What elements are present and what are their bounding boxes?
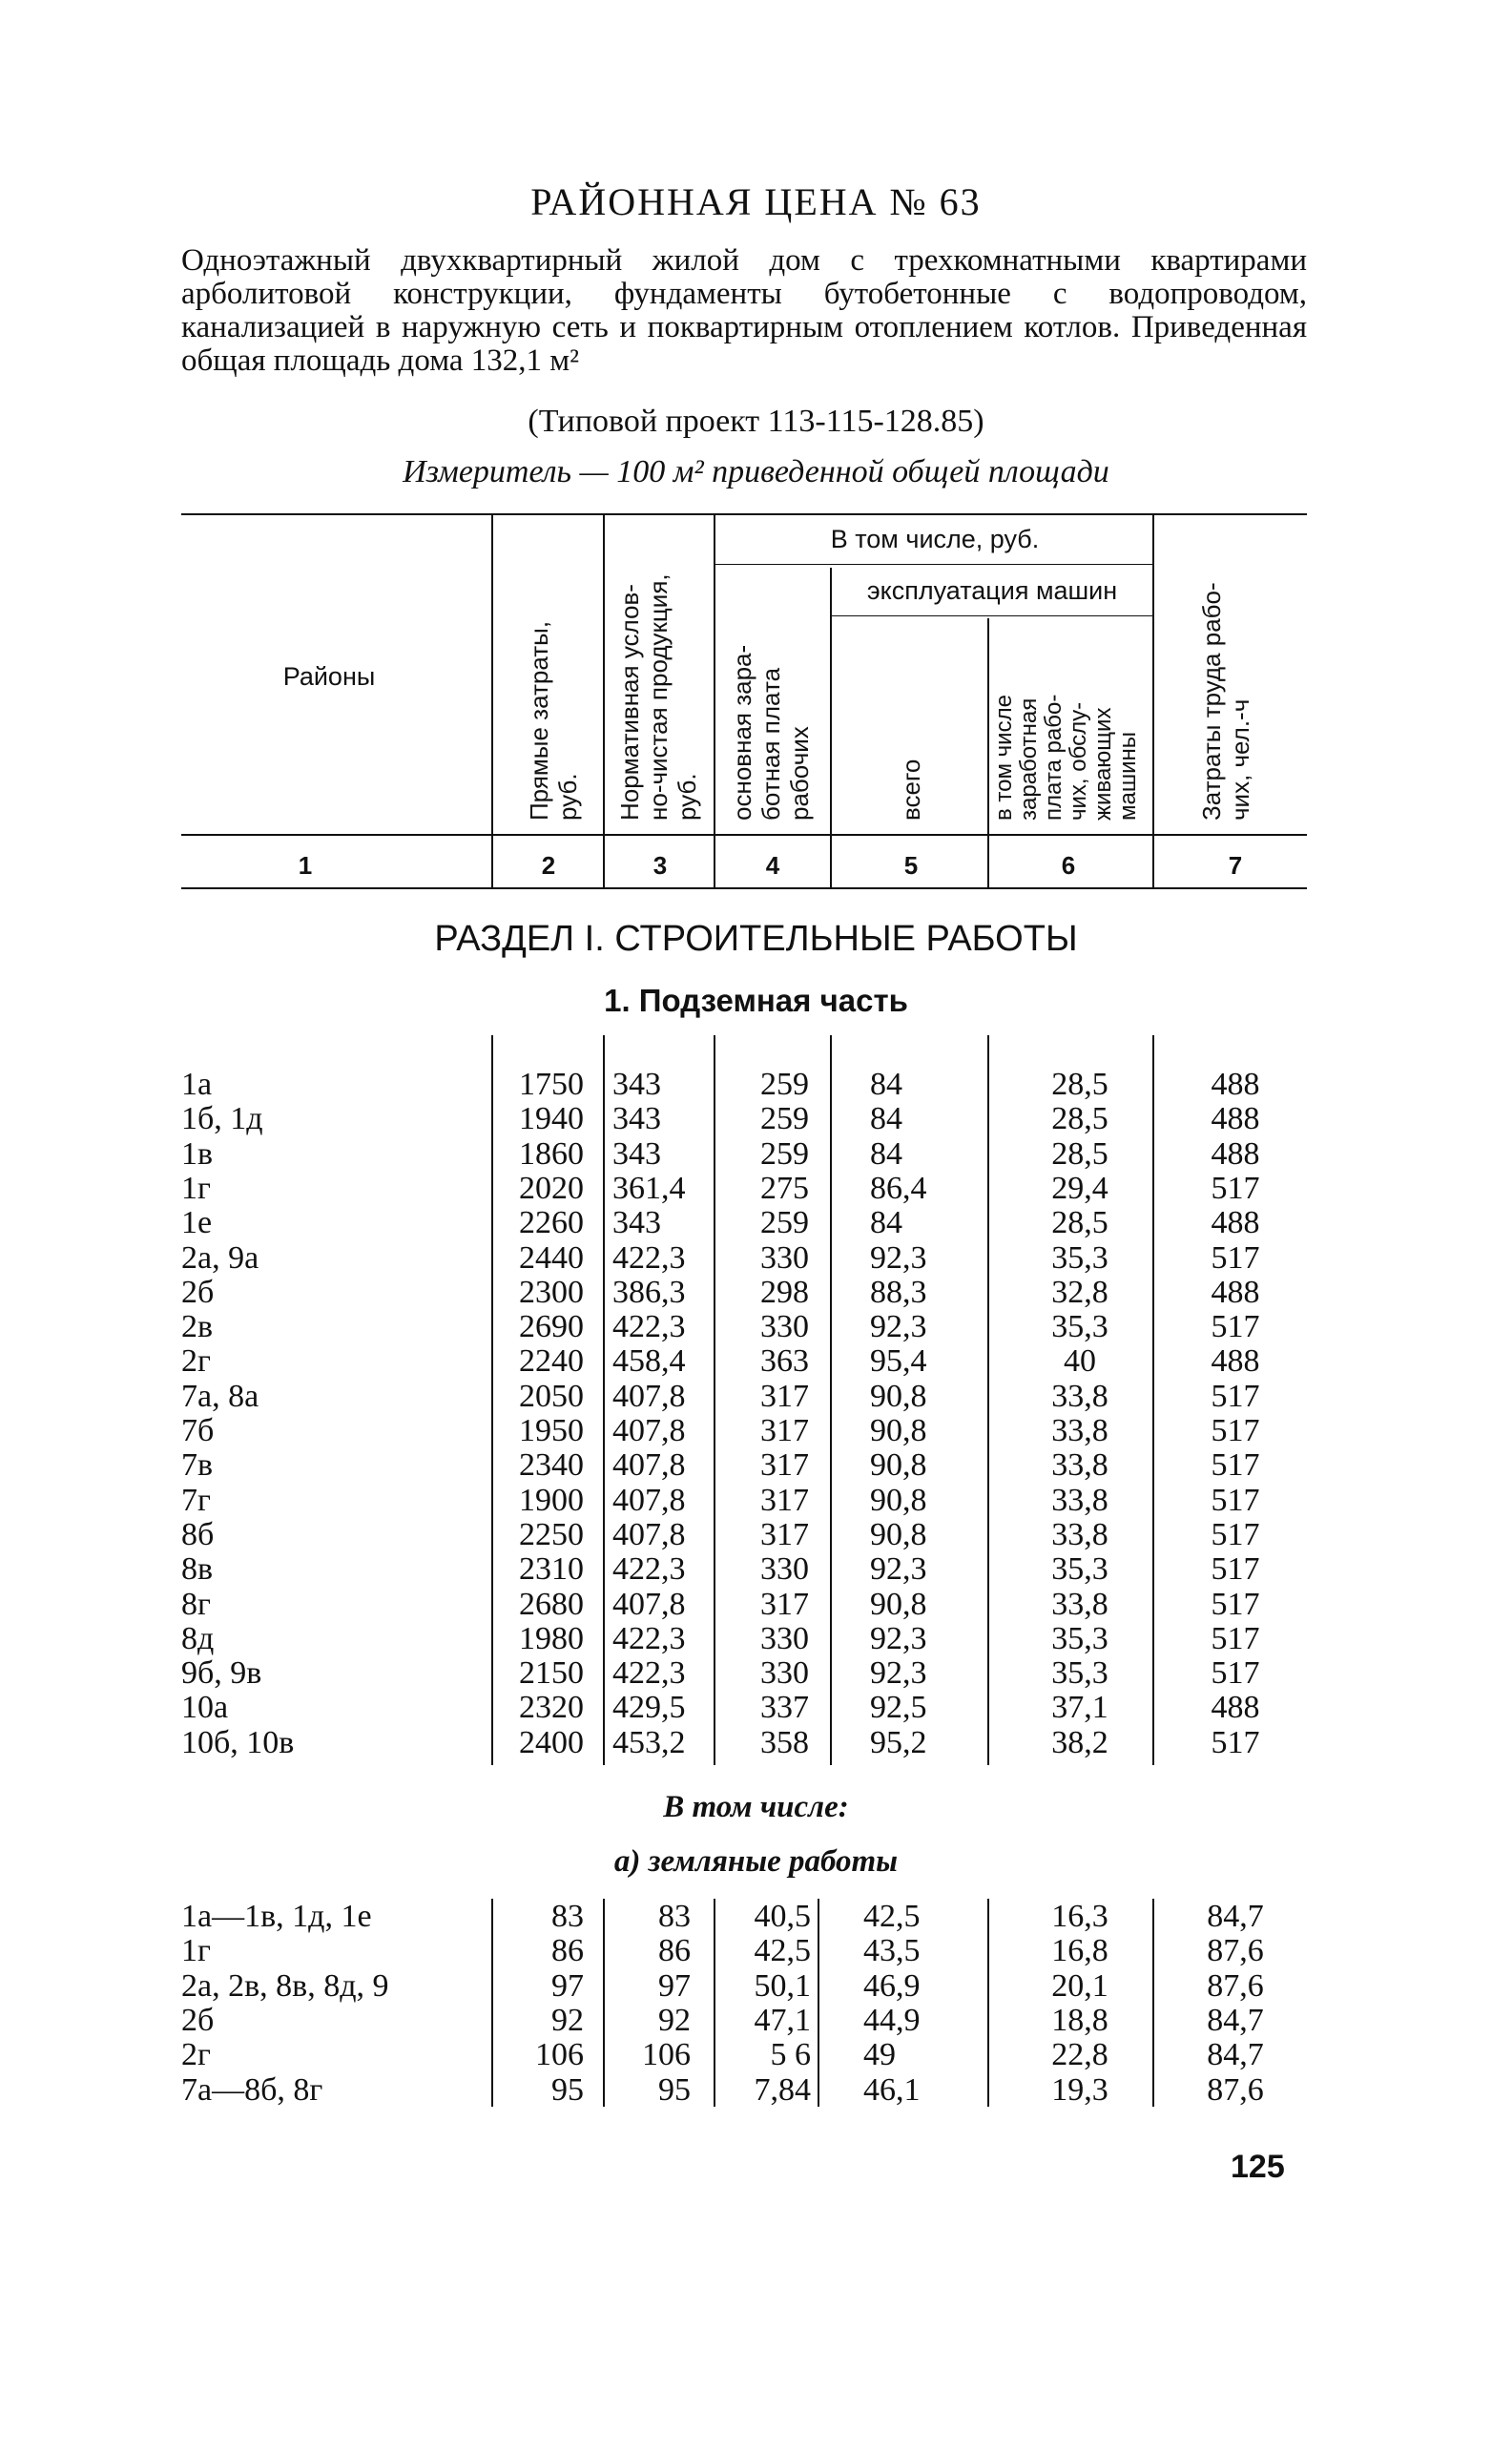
earthworks-cell-col5: 44,9 <box>863 2002 921 2038</box>
underground-cell-col5: 90,8 <box>870 1413 927 1448</box>
underground-cell-col1: 8г <box>181 1586 211 1622</box>
underground-cell-col3: 361,4 <box>612 1170 686 1206</box>
underground-cell-col5: 92,3 <box>870 1239 927 1276</box>
underground-cell-col5: 92,3 <box>870 1309 927 1345</box>
page-number: 125 <box>1231 2149 1285 2185</box>
col-divider-4 <box>830 568 832 887</box>
underground-cell-col4: 363 <box>760 1343 809 1380</box>
underground-cell-col2: 1980 <box>519 1620 584 1656</box>
table-row <box>0 1933 1512 1968</box>
col-divider-6 <box>1152 513 1154 887</box>
earthworks-cell-col2: 106 <box>535 2037 584 2073</box>
earthworks-cell-col6: 18,8 <box>1051 2002 1108 2038</box>
underground-cell-col7: 517 <box>1211 1620 1260 1656</box>
underground-cell-col2: 2300 <box>519 1274 584 1310</box>
underground-cell-col4: 317 <box>760 1516 809 1552</box>
earthworks-cell-col7: 84,7 <box>1207 2002 1264 2038</box>
underground-cell-col2: 2680 <box>519 1586 584 1622</box>
header-net-product: Нормативная услов- но-чистая продукция, руб. <box>615 573 701 821</box>
earthworks-cell-col3: 95 <box>658 2071 691 2108</box>
table-row <box>0 1240 1512 1276</box>
earthworks-cell-col2: 92 <box>551 2002 584 2038</box>
underground-cell-col3: 422,3 <box>612 1620 686 1656</box>
table-row <box>0 1968 1512 2004</box>
underground-cell-col3: 422,3 <box>612 1655 686 1692</box>
underground-cell-col6: 33,8 <box>1051 1482 1108 1518</box>
underground-cell-col4: 317 <box>760 1447 809 1484</box>
underground-cell-col6: 32,8 <box>1051 1274 1108 1310</box>
col-number-7: 7 <box>1228 851 1243 880</box>
underground-cell-col5: 84 <box>870 1205 902 1241</box>
underground-cell-col4: 317 <box>760 1378 809 1414</box>
underground-cell-col5: 88,3 <box>870 1274 927 1310</box>
earthworks-cell-col7: 84,7 <box>1207 1899 1264 1934</box>
underground-cell-col6: 33,8 <box>1051 1378 1108 1414</box>
underground-cell-col7: 488 <box>1211 1135 1260 1172</box>
underground-cell-col1: 1е <box>181 1205 213 1241</box>
underground-cell-col3: 407,8 <box>612 1447 686 1484</box>
underground-cell-col5: 90,8 <box>870 1482 927 1518</box>
underground-cell-col4: 259 <box>760 1067 809 1102</box>
underground-cell-col7: 517 <box>1211 1309 1260 1345</box>
earthworks-cell-col6: 20,1 <box>1051 1967 1108 2004</box>
underground-cell-col3: 343 <box>612 1067 661 1102</box>
underground-cell-col7: 488 <box>1211 1343 1260 1380</box>
table-row <box>0 1517 1512 1552</box>
underground-cell-col6: 35,3 <box>1051 1309 1108 1345</box>
earthworks-cell-col3: 86 <box>658 1933 691 1969</box>
header-labor: Затраты труда рабо- чих, чел.-ч <box>1197 582 1254 821</box>
underground-cell-col4: 259 <box>760 1135 809 1172</box>
underground-cell-col2: 2440 <box>519 1239 584 1276</box>
underground-cell-col1: 10б, 10в <box>181 1724 295 1760</box>
underground-cell-col2: 1900 <box>519 1482 584 1518</box>
underground-cell-col2: 2690 <box>519 1309 584 1345</box>
table-row <box>0 1379 1512 1414</box>
col-number-1: 1 <box>298 851 313 880</box>
earthworks-cell-col7: 87,6 <box>1207 1933 1264 1969</box>
earthworks-cell-col2: 97 <box>551 1967 584 2004</box>
table-row <box>0 1725 1512 1760</box>
underground-cell-col7: 517 <box>1211 1551 1260 1588</box>
subsection-title: 1. Подземная часть <box>604 983 908 1018</box>
underground-cell-col1: 1г <box>181 1170 211 1206</box>
table-row <box>0 1343 1512 1379</box>
underground-cell-col7: 517 <box>1211 1724 1260 1760</box>
underground-cell-col6: 28,5 <box>1051 1101 1108 1137</box>
underground-cell-col7: 517 <box>1211 1586 1260 1622</box>
underground-cell-col1: 2в <box>181 1309 214 1345</box>
underground-cell-col6: 40 <box>1064 1343 1096 1380</box>
underground-cell-col1: 8б <box>181 1516 215 1552</box>
underground-cell-col3: 343 <box>612 1135 661 1172</box>
underground-cell-col2: 2320 <box>519 1690 584 1726</box>
underground-cell-col7: 517 <box>1211 1239 1260 1276</box>
col-divider-5 <box>987 618 989 887</box>
underground-cell-col1: 8д <box>181 1620 215 1656</box>
underground-cell-col5: 90,8 <box>870 1447 927 1484</box>
table-row <box>0 1171 1512 1206</box>
earthworks-cell-col7: 87,6 <box>1207 2071 1264 2108</box>
earthworks-cell-col4: 42,5 <box>754 1933 811 1969</box>
including-title: В том числе: <box>663 1790 849 1824</box>
underground-cell-col4: 298 <box>760 1274 809 1310</box>
underground-cell-col4: 330 <box>760 1239 809 1276</box>
earthworks-cell-col2: 86 <box>551 1933 584 1969</box>
underground-cell-col5: 90,8 <box>870 1378 927 1414</box>
earthworks-cell-col5: 42,5 <box>863 1899 921 1934</box>
underground-cell-col4: 330 <box>760 1655 809 1692</box>
earthworks-cell-col5: 46,1 <box>863 2071 921 2108</box>
underground-cell-col6: 38,2 <box>1051 1724 1108 1760</box>
project-reference: (Типовой проект 113-115-128.85) <box>528 404 984 439</box>
table-row <box>0 1413 1512 1448</box>
underground-cell-col5: 92,5 <box>870 1690 927 1726</box>
table-row <box>0 1587 1512 1622</box>
underground-cell-col3: 407,8 <box>612 1413 686 1448</box>
underground-cell-col2: 1750 <box>519 1067 584 1102</box>
underground-cell-col5: 90,8 <box>870 1586 927 1622</box>
earthworks-cell-col2: 95 <box>551 2071 584 2108</box>
underground-cell-col4: 330 <box>760 1551 809 1588</box>
underground-cell-col6: 29,4 <box>1051 1170 1108 1206</box>
underground-cell-col5: 86,4 <box>870 1170 927 1206</box>
underground-cell-col7: 488 <box>1211 1067 1260 1102</box>
underground-cell-col4: 317 <box>760 1586 809 1622</box>
underground-cell-col1: 7а, 8а <box>181 1378 259 1414</box>
earthworks-cell-col4: 7,84 <box>754 2071 811 2108</box>
earthworks-cell-col6: 19,3 <box>1051 2071 1108 2108</box>
underground-cell-col7: 488 <box>1211 1690 1260 1726</box>
machine-rule <box>832 615 1154 616</box>
underground-cell-col5: 84 <box>870 1067 902 1102</box>
earthworks-cell-col4: 5 6 <box>770 2037 811 2073</box>
underground-cell-col1: 2б <box>181 1274 215 1310</box>
underground-cell-col7: 517 <box>1211 1447 1260 1484</box>
underground-cell-col7: 517 <box>1211 1482 1260 1518</box>
page-title: РАЙОННАЯ ЦЕНА № 63 <box>530 180 982 223</box>
underground-cell-col6: 35,3 <box>1051 1551 1108 1588</box>
table-row <box>0 1621 1512 1656</box>
underground-cell-col4: 337 <box>760 1690 809 1726</box>
earthworks-cell-col1: 2б <box>181 2002 215 2038</box>
underground-cell-col2: 2400 <box>519 1724 584 1760</box>
earthworks-cell-col3: 106 <box>642 2037 691 2073</box>
earthworks-cell-col1: 2а, 2в, 8в, 8д, 9 <box>181 1967 389 2004</box>
underground-cell-col1: 7г <box>181 1482 211 1518</box>
earthworks-cell-col5: 46,9 <box>863 1967 921 2004</box>
underground-cell-col5: 84 <box>870 1101 902 1137</box>
table-top-rule <box>181 513 1307 515</box>
earthworks-cell-col4: 47,1 <box>754 2002 811 2038</box>
underground-cell-col6: 33,8 <box>1051 1586 1108 1622</box>
description-paragraph: Одноэтажный двухквартирный жилой дом с трехкомнатными квартирами арболитовой конструкции, фундаменты бутобетонные с водопроводом, канализацией в наружную сеть и поквартирным отоплением котлов. Приведенная общая площадь дома 132,1 м² <box>181 243 1307 378</box>
underground-cell-col5: 92,3 <box>870 1655 927 1692</box>
table-row <box>0 1483 1512 1518</box>
underground-cell-col6: 35,3 <box>1051 1620 1108 1656</box>
underground-cell-col6: 28,5 <box>1051 1067 1108 1102</box>
table-row <box>0 1205 1512 1240</box>
earthworks-cell-col1: 1г <box>181 1933 211 1969</box>
underground-cell-col3: 407,8 <box>612 1378 686 1414</box>
underground-cell-col6: 28,5 <box>1051 1135 1108 1172</box>
underground-cell-col4: 259 <box>760 1205 809 1241</box>
underground-cell-col2: 2250 <box>519 1516 584 1552</box>
earthworks-cell-col4: 40,5 <box>754 1899 811 1934</box>
table-row <box>0 1551 1512 1587</box>
underground-cell-col3: 429,5 <box>612 1690 686 1726</box>
col-number-4: 4 <box>765 851 780 880</box>
table-number-rule <box>181 887 1307 889</box>
table-row <box>0 1690 1512 1725</box>
table-row <box>0 1275 1512 1310</box>
underground-cell-col3: 407,8 <box>612 1586 686 1622</box>
underground-cell-col4: 330 <box>760 1309 809 1345</box>
col-number-3: 3 <box>652 851 668 880</box>
earthworks-cell-col3: 92 <box>658 2002 691 2038</box>
underground-cell-col1: 1в <box>181 1135 214 1172</box>
underground-cell-col7: 517 <box>1211 1516 1260 1552</box>
underground-cell-col1: 9б, 9в <box>181 1655 262 1692</box>
underground-cell-col1: 2а, 9а <box>181 1239 259 1276</box>
earthworks-cell-col1: 1а—1в, 1д, 1е <box>181 1899 372 1934</box>
underground-cell-col1: 2г <box>181 1343 211 1380</box>
underground-cell-col1: 7б <box>181 1413 215 1448</box>
underground-cell-col6: 33,8 <box>1051 1413 1108 1448</box>
header-incl-wage: в том числе заработная плата рабо- чих, обслу- живающих машины <box>991 694 1141 821</box>
earthworks-cell-col3: 83 <box>658 1899 691 1934</box>
underground-cell-col6: 33,8 <box>1051 1516 1108 1552</box>
underground-cell-col6: 35,3 <box>1051 1655 1108 1692</box>
earthworks-cell-col6: 22,8 <box>1051 2037 1108 2073</box>
measurement-unit: Измеритель — 100 м² приведенной общей площади <box>403 454 1109 489</box>
underground-cell-col7: 488 <box>1211 1205 1260 1241</box>
header-total: всего <box>897 759 925 821</box>
col-divider-1 <box>491 513 493 887</box>
col-divider-3 <box>714 513 715 887</box>
underground-cell-col2: 2020 <box>519 1170 584 1206</box>
table-row <box>0 1101 1512 1136</box>
underground-cell-col1: 7в <box>181 1447 214 1484</box>
underground-cell-col5: 90,8 <box>870 1516 927 1552</box>
table-row <box>0 2037 1512 2072</box>
underground-cell-col6: 37,1 <box>1051 1690 1108 1726</box>
underground-cell-col3: 422,3 <box>612 1551 686 1588</box>
underground-cell-col5: 92,3 <box>870 1551 927 1588</box>
underground-cell-col3: 458,4 <box>612 1343 686 1380</box>
section-title: РАЗДЕЛ I. СТРОИТЕЛЬНЫЕ РАБОТЫ <box>434 919 1078 959</box>
underground-cell-col5: 95,2 <box>870 1724 927 1760</box>
underground-cell-col3: 422,3 <box>612 1309 686 1345</box>
table-row <box>0 1899 1512 1934</box>
underground-cell-col7: 517 <box>1211 1655 1260 1692</box>
earthworks-cell-col5: 43,5 <box>863 1933 921 1969</box>
earthworks-cell-col6: 16,3 <box>1051 1899 1108 1934</box>
earthworks-cell-col4: 50,1 <box>754 1967 811 2004</box>
table-row <box>0 1655 1512 1691</box>
underground-cell-col7: 517 <box>1211 1413 1260 1448</box>
underground-cell-col4: 275 <box>760 1170 809 1206</box>
underground-cell-col6: 35,3 <box>1051 1239 1108 1276</box>
underground-cell-col1: 10а <box>181 1690 229 1726</box>
including-rule <box>715 564 1154 565</box>
underground-cell-col2: 1860 <box>519 1135 584 1172</box>
underground-cell-col3: 386,3 <box>612 1274 686 1310</box>
col-divider-2 <box>603 513 605 887</box>
header-bottom-rule <box>181 834 1307 836</box>
underground-cell-col1: 1б, 1д <box>181 1101 263 1137</box>
earthworks-title: а) земляные работы <box>613 1844 899 1879</box>
earthworks-cell-col1: 2г <box>181 2037 211 2073</box>
table-row <box>0 1067 1512 1102</box>
underground-cell-col3: 343 <box>612 1101 661 1137</box>
col-number-2: 2 <box>541 851 556 880</box>
col-number-6: 6 <box>1061 851 1076 880</box>
underground-cell-col7: 488 <box>1211 1274 1260 1310</box>
table-row <box>0 1136 1512 1172</box>
earthworks-cell-col1: 7а—8б, 8г <box>181 2071 323 2108</box>
table-row <box>0 2072 1512 2108</box>
underground-cell-col2: 1950 <box>519 1413 584 1448</box>
underground-cell-col1: 1а <box>181 1067 213 1102</box>
underground-cell-col3: 407,8 <box>612 1482 686 1518</box>
underground-cell-col3: 343 <box>612 1205 661 1241</box>
underground-cell-col6: 33,8 <box>1051 1447 1108 1484</box>
underground-cell-col3: 407,8 <box>612 1516 686 1552</box>
underground-cell-col2: 1940 <box>519 1101 584 1137</box>
underground-cell-col7: 517 <box>1211 1378 1260 1414</box>
header-base-wage: основная зара- ботная плата рабочих <box>728 644 814 821</box>
table-row <box>0 1447 1512 1483</box>
earthworks-cell-col3: 97 <box>658 1967 691 2004</box>
underground-cell-col1: 8в <box>181 1551 214 1588</box>
underground-cell-col2: 2240 <box>519 1343 584 1380</box>
col-number-5: 5 <box>903 851 919 880</box>
underground-cell-col2: 2150 <box>519 1655 584 1692</box>
underground-cell-col4: 358 <box>760 1724 809 1760</box>
underground-cell-col4: 330 <box>760 1620 809 1656</box>
earthworks-cell-col2: 83 <box>551 1899 584 1934</box>
underground-cell-col4: 317 <box>760 1413 809 1448</box>
underground-cell-col2: 2260 <box>519 1205 584 1241</box>
underground-cell-col7: 517 <box>1211 1170 1260 1206</box>
underground-cell-col2: 2310 <box>519 1551 584 1588</box>
earthworks-cell-col5: 49 <box>863 2037 896 2073</box>
header-direct-costs: Прямые затраты, руб. <box>525 620 582 821</box>
earthworks-cell-col6: 16,8 <box>1051 1933 1108 1969</box>
underground-cell-col6: 28,5 <box>1051 1205 1108 1241</box>
header-machine-operation: эксплуатация машин <box>866 576 1118 605</box>
underground-cell-col2: 2050 <box>519 1378 584 1414</box>
underground-cell-col3: 422,3 <box>612 1239 686 1276</box>
earthworks-cell-col7: 84,7 <box>1207 2037 1264 2073</box>
underground-cell-col4: 259 <box>760 1101 809 1137</box>
underground-cell-col2: 2340 <box>519 1447 584 1484</box>
header-including: В том числе, руб. <box>830 525 1040 553</box>
underground-cell-col5: 95,4 <box>870 1343 927 1380</box>
underground-cell-col3: 453,2 <box>612 1724 686 1760</box>
underground-cell-col5: 92,3 <box>870 1620 927 1656</box>
earthworks-cell-col7: 87,6 <box>1207 1967 1264 2004</box>
table-row <box>0 1309 1512 1344</box>
table-row <box>0 2003 1512 2038</box>
underground-cell-col4: 317 <box>760 1482 809 1518</box>
underground-cell-col7: 488 <box>1211 1101 1260 1137</box>
underground-cell-col5: 84 <box>870 1135 902 1172</box>
header-districts: Районы <box>282 662 376 691</box>
